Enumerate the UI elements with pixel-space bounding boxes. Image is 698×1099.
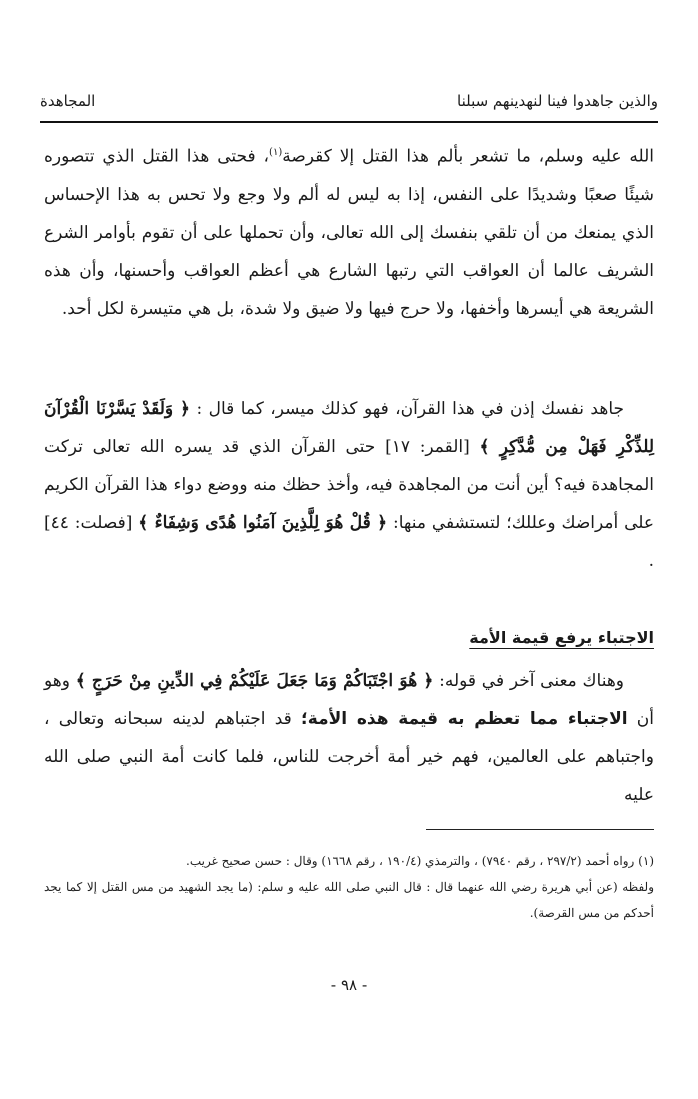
paragraph-2 [44, 390, 654, 580]
book-title: والذين جاهدوا فينا لنهدينهم سبلنا [457, 92, 658, 110]
paragraph-2-text-a: جاهد نفسك إذن في هذا القرآن، فهو كذلك ميسر، كما قال : [196, 399, 625, 419]
paragraph-1-text: الله عليه وسلم، ما تشعر بألم هذا القتل إلا كقرصة [282, 146, 654, 167]
running-header [40, 86, 658, 116]
chapter-title: المجاهدة [40, 92, 96, 110]
quran-verse-2: ﴿ قُلْ هُوَ لِلَّذِينَ آمَنُوا هُدًى وَشِفَاءٌ ﴾ [138, 513, 388, 533]
header-divider [40, 121, 658, 123]
paragraph-3-text-a: وهناك معنى آخر في قوله: [439, 671, 625, 691]
paragraph-1-text-cont: ، فحتى هذا القتل الذي تتصوره شيئًا صعبًا وشديدًا على النفس، إذا به ليس له ألم ولا وجع ولا تحس به هذا الإحساس الذي يمنعك من أن تلقي بنفسك إلى الله تعالى، وأن تحملها على أن تقوم بأوامر الشرع الشريف عالما أن العواقب التي رتبها الشارع هي أعظم العواقب وأحسنها، وأن هذه الشريعة هي أيسرها وأخفها، ولا حرج فيها ولا ضيق ولا شدة، بل هي متيسرة لكل أحد. [44, 146, 654, 319]
paragraph-1 [44, 134, 654, 328]
paragraph-2-text-b: حتى القرآن الذي قد يسره الله تعالى تركت المجاهدة فيه؟ أين أنت من المجاهدة فيه، وأخذ حظك منه ووضع دواء هذا القرآن الكريم على أمراضك وعللك؛ لتستشفي منها: [44, 437, 655, 533]
quran-reference-2: [فصلت: ٤٤] . [44, 513, 654, 571]
quran-verse-1: ﴿ وَلَقَدْ يَسَّرْنَا الْقُرْآنَ لِلذِّكْرِ فَهَلْ مِن مُّدَّكِرٍ ﴾ [44, 399, 654, 457]
quran-verse-3: ﴿ هُوَ اجْتَبَاكُمْ وَمَا جَعَلَ عَلَيْكُمْ فِي الدِّينِ مِنْ حَرَجٍ ﴾ [75, 671, 434, 691]
quran-reference-1: [القمر: ١٧] [385, 437, 470, 457]
paragraph-3-text-c: قد اجتباهم لدينه سبحانه وتعالى ، واجتباهم على العالمين، فهم خير أمة أخرجت للناس، فلما كانت أمة النبي صلى الله عليه [44, 709, 654, 805]
section-heading: الاجتباء يرفع قيمة الأمة [469, 628, 654, 647]
footnote-divider [426, 829, 654, 830]
footnote-1-line-2: ولفظه (عن أبي هريرة رضي الله عنهما قال : قال النبي صلى الله عليه و سلم: (ما يجد الشهيد من مس القتل إلا كما يجد أحدكم من مس القرصة). [44, 880, 654, 920]
footnote-1-line-1: (١) رواه أحمد (٢٩٧/٢ ، رقم ٧٩٤٠) ، والترمذي (١٩٠/٤ ، رقم ١٦٦٨) وقال : حسن صحيح غريب. [186, 854, 654, 868]
paragraph-3-bold: الاجتباء مما تعظم به قيمة هذه الأمة؛ [301, 709, 628, 729]
paragraph-3 [44, 662, 654, 814]
paragraph-3-text-b: وهو أن [44, 671, 655, 729]
page-number: - ٩٨ - [330, 976, 368, 994]
footnote-marker[interactable]: (١) [269, 147, 283, 158]
footnotes [44, 848, 654, 926]
